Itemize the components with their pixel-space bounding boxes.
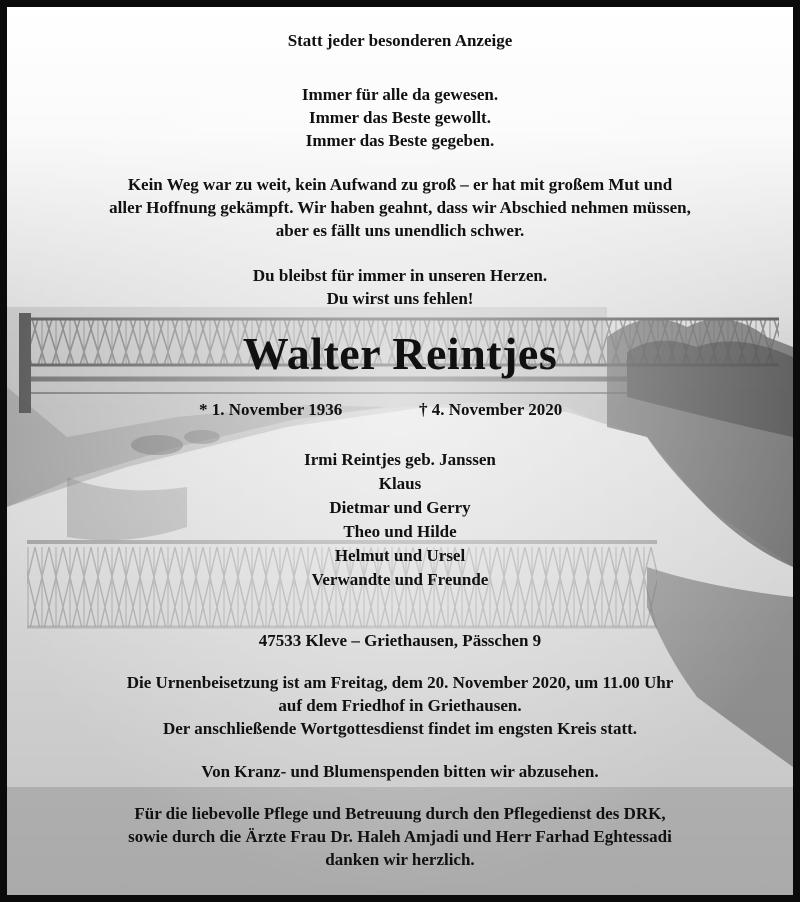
farewell-line-2: Du wirst uns fehlen!	[326, 289, 474, 308]
mourner-4: Theo und Hilde	[343, 522, 457, 541]
mourner-1: Irmi Reintjes geb. Janssen	[304, 450, 496, 469]
birth-date: * 1. November 1936	[199, 400, 343, 419]
paragraph-line-1: Kein Weg war zu weit, kein Aufwand zu groß – er hat mit großem Mut und	[127, 175, 673, 194]
deceased-name: Walter Reintjes	[242, 328, 558, 379]
motto-line-1: Immer für alle da gewesen.	[301, 85, 499, 104]
funeral-line-3: Der anschließende Wortgottesdienst findet im engsten Kreis statt.	[162, 719, 638, 738]
paragraph-line-3: aber es fällt uns unendlich schwer.	[275, 221, 525, 240]
thanks-line-2: sowie durch die Ärzte Frau Dr. Haleh Amjadi und Herr Farhad Eghtessadi	[128, 827, 672, 846]
farewell-line-1: Du bleibst für immer in unseren Herzen.	[252, 266, 548, 285]
mourner-6: Verwandte und Freunde	[311, 570, 489, 589]
mourner-5: Helmut und Ursel	[334, 546, 466, 565]
thanks-line-1: Für die liebevolle Pflege und Betreuung durch den Pflegedienst des DRK,	[134, 804, 666, 823]
funeral-line-1: Die Urnenbeisetzung ist am Freitag, dem 20. November 2020, um 11.00 Uhr	[126, 673, 674, 692]
paragraph-line-2: aller Hoffnung gekämpft. Wir haben geahnt, dass wir Abschied nehmen müssen,	[109, 198, 691, 217]
thanks-line-3: danken wir herzlich.	[325, 850, 475, 869]
address: 47533 Kleve – Griethausen, Pässchen 9	[258, 631, 542, 650]
death-date: † 4. November 2020	[419, 400, 563, 419]
flowers-note: Von Kranz- und Blumenspenden bitten wir abzusehen.	[201, 762, 599, 781]
motto-line-3: Immer das Beste gegeben.	[305, 131, 495, 150]
funeral-line-2: auf dem Friedhof in Griethausen.	[278, 696, 522, 715]
notice-header: Statt jeder besonderen Anzeige	[287, 31, 513, 50]
mourner-2: Klaus	[378, 474, 422, 493]
motto-line-2: Immer das Beste gewollt.	[309, 108, 491, 127]
mourner-3: Dietmar und Gerry	[329, 498, 471, 517]
